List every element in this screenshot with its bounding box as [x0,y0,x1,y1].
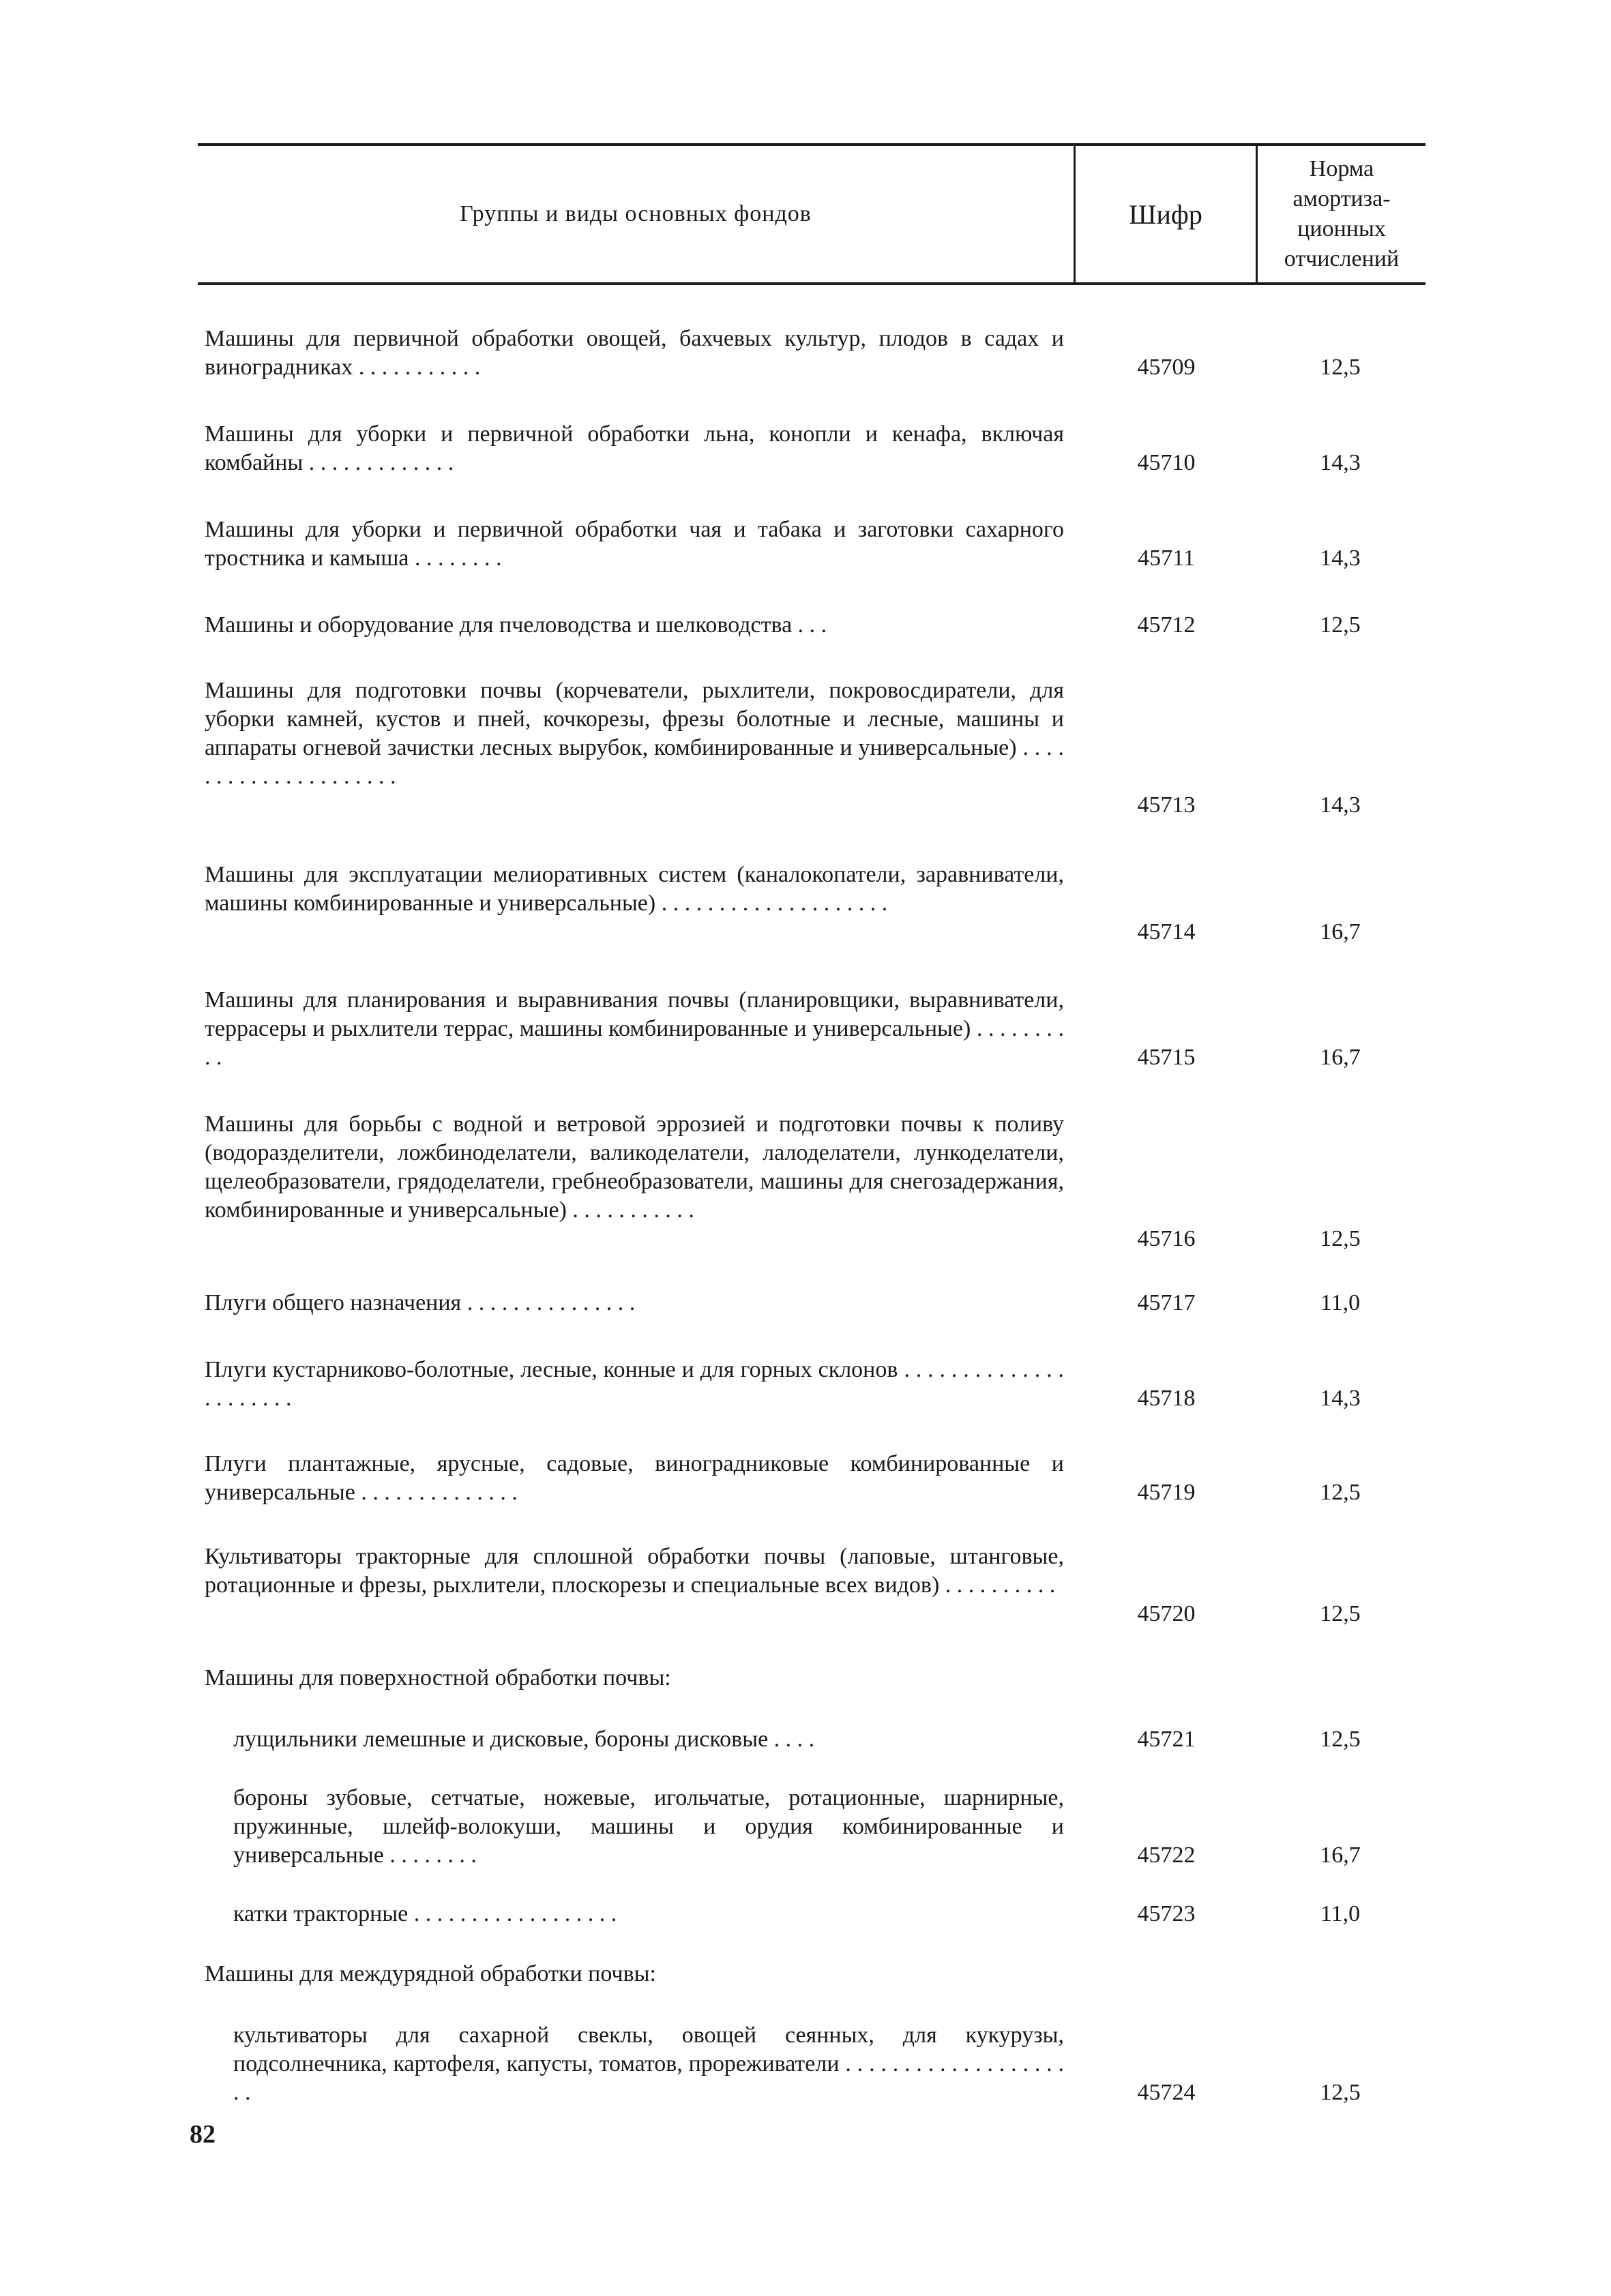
row-rate: 11,0 [1320,1901,1361,1926]
row-description: Плуги кустарниково-болотные, лесные, конные и для горных склонов . . . . . . . . . . . . . . . . . . . . . . [205,1357,1064,1411]
header-groups: Группы и виды основных фондов [460,201,812,226]
row-rate: 12,5 [1320,355,1361,380]
row-rate: 14,3 [1320,450,1361,475]
section-heading: Машины для междурядной обработки почвы: [205,1961,656,1986]
header-rate-line: отчислений [1284,246,1400,271]
row-rate: 12,5 [1320,1480,1361,1505]
header-rate-line: амортиза- [1292,186,1391,211]
row-description: Культиваторы тракторные для сплошной обработки почвы (лаповые, штанговые, ротационные и фрезы, рыхлители, плоскорезы и специальные всех видов) . . . . . . . . . . [205,1544,1064,1598]
header-rate [1258,146,1425,282]
row-rate: 14,3 [1320,546,1361,571]
row-rate: 14,3 [1320,1386,1361,1411]
row-description: Машины и оборудование для пчеловодства и шелководства . . . [205,612,827,638]
row-rate: 14,3 [1320,792,1361,818]
header-code: Шифр [1129,198,1202,230]
header-rate-line: Норма [1309,156,1374,181]
row-rate: 16,7 [1320,919,1361,944]
row-code: 45713 [1137,792,1196,818]
row-rate: 16,7 [1320,1843,1361,1868]
row-description: Машины для уборки и первичной обработки льна, конопли и кенафа, включая комбайны . . . . . . . . . . . . . [205,421,1064,475]
row-description: Машины для уборки и первичной обработки чая и табака и заготовки сахарного тростника и камыша . . . . . . . . [205,517,1064,571]
row-code: 45716 [1137,1226,1196,1251]
row-description: бороны зубовые, сетчатые, ножевые, игольчатые, ротационные, шарнирные, пружинные, шлейф-волокуши, машины и орудия комбинированные и универсальные . . . . . . . . [233,1785,1064,1868]
row-code: 45712 [1137,612,1196,638]
row-description: Машины для первичной обработки овощей, бахчевых культур, плодов в садах и виноградниках . . . . . . . . . . . [205,326,1064,380]
row-rate: 12,5 [1320,1226,1361,1251]
row-code: 45718 [1137,1386,1196,1411]
row-code: 45717 [1137,1290,1196,1315]
row-description: катки тракторные . . . . . . . . . . . . . . . . . . [233,1901,617,1926]
row-code: 45711 [1138,546,1195,571]
row-rate: 12,5 [1320,1601,1361,1626]
row-code: 45724 [1137,2080,1196,2105]
row-code: 45709 [1137,355,1196,380]
row-description: Машины для эксплуатации мелиоративных систем (каналокопатели, заравниватели, машины комбинированные и универсальные) . . . . . . . . . . . . . . . . . . . . [205,862,1064,916]
row-code: 45721 [1137,1727,1196,1752]
row-rate: 12,5 [1320,612,1361,638]
row-code: 45723 [1137,1901,1196,1926]
row-description: Машины для подготовки почвы (корчеватели, рыхлители, покровосдиратели, для уборки камней, кустов и пней, кочкорезы, фрезы болотные и лесные, машины и аппараты огневой зачистки лесных вырубок, комбинированные и универсальные) . . . . . . . . . . . . . . . . . . . . . [205,678,1064,789]
row-code: 45720 [1137,1601,1196,1626]
row-description: лущильники лемешные и дисковые, бороны дисковые . . . . [233,1727,815,1752]
row-code: 45722 [1137,1843,1196,1868]
row-description: Машины для борьбы с водной и ветровой эррозией и подготовки почвы к поливу (водоразделители, ложбиноделатели, валикоделатели, лалоделатели, лункоделатели, щелеобразователи, грядоделатели, гребнеобразователи, машины для снегозадержания, комбинированные и универсальные) . . . . . . . . . . . [205,1112,1064,1223]
row-code: 45714 [1137,919,1196,944]
row-description: культиваторы для сахарной свеклы, овощей сеянных, для кукурузы, подсолнечника, картофеля, капусты, томатов, прореживатели . . . . . . . . . . . . . . . . . . . . . [233,2023,1064,2105]
table-header [198,143,1425,285]
row-rate: 11,0 [1320,1290,1361,1315]
page-number: 82 [190,2120,216,2149]
row-description: Плуги общего назначения . . . . . . . . . . . . . . . [205,1290,636,1315]
row-description: Машины для планирования и выравнивания почвы (планировщики, выравниватели, террасеры и рыхлители террас, машины комбинированные и универсальные) . . . . . . . . . . [205,987,1064,1070]
row-code: 45715 [1137,1045,1196,1070]
row-code: 45719 [1137,1480,1196,1505]
header-rate-line: ционных [1297,216,1386,241]
row-rate: 12,5 [1320,2080,1361,2105]
row-description: Плуги плантажные, ярусные, садовые, виноградниковые комбинированные и универсальные . . . . . . . . . . . . . . [205,1451,1064,1505]
section-heading: Машины для поверхностной обработки почвы: [205,1665,671,1690]
row-code: 45710 [1137,450,1196,475]
row-rate: 16,7 [1320,1045,1361,1070]
row-rate: 12,5 [1320,1727,1361,1752]
